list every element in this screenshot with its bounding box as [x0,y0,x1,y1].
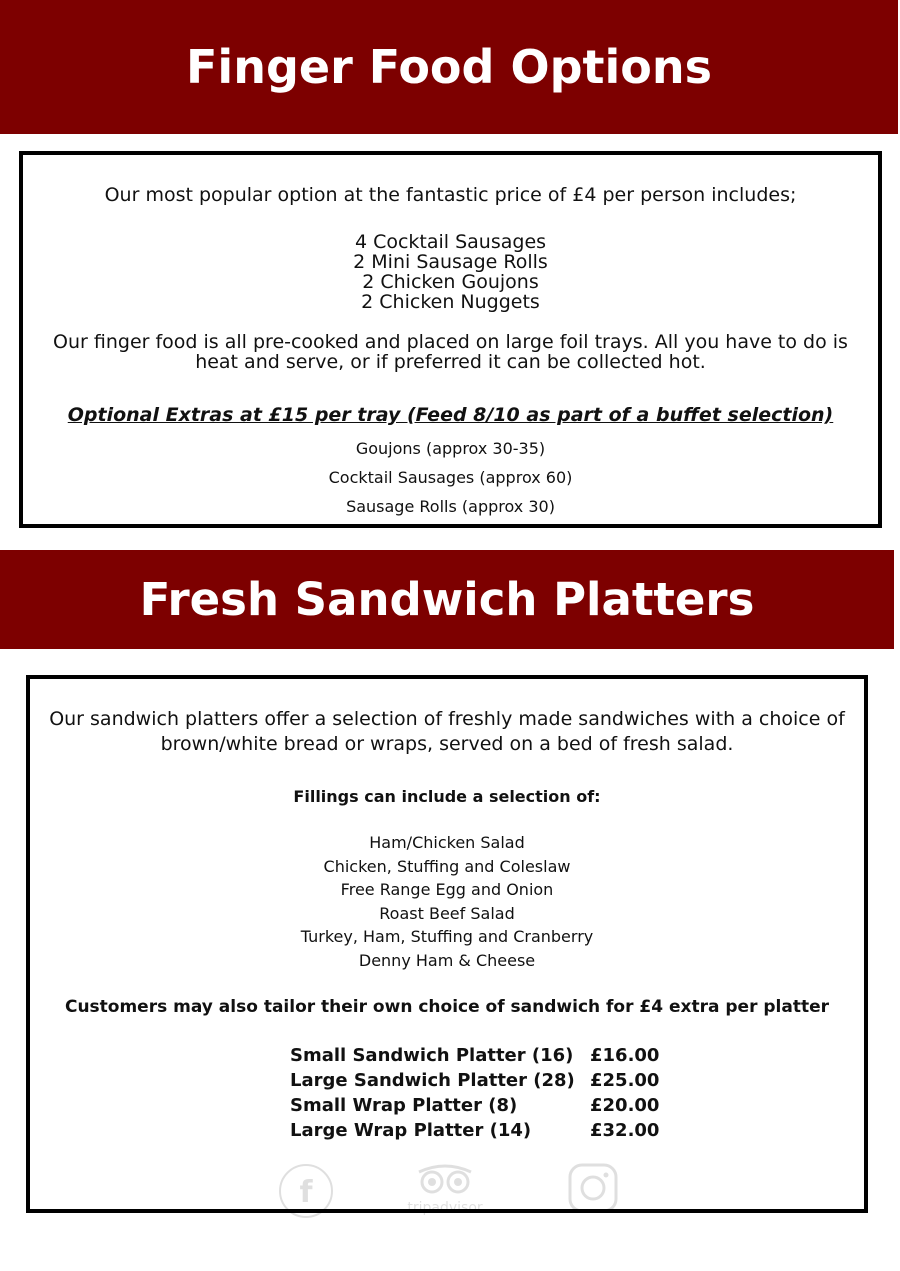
platter-price: £16.00 [590,1045,660,1066]
platter-price: £32.00 [590,1120,660,1141]
extra-item: Goujons (approx 30-35) [355,439,546,458]
platter-price: £20.00 [590,1095,660,1116]
platter-name: Large Sandwich Platter (28) [290,1070,575,1091]
tripadvisor-text: tripadvisor [407,1200,483,1216]
sandwich-title: Fresh Sandwich Platters [139,573,755,626]
table-row [290,1068,659,1093]
extras-heading: Optional Extras at £15 per tray (Feed 8/10 as part of a buffet selection) [67,404,834,426]
filling-item: Chicken, Stuffing and Coleslaw [323,857,571,876]
tailor-note: Customers may also tailor their own choice of sandwich for £4 extra per platter [64,997,830,1017]
platter-name: Small Wrap Platter (8) [290,1095,518,1116]
filling-item: Roast Beef Salad [379,904,515,923]
include-item: 4 Cocktail Sausages [354,231,547,253]
table-row [290,1118,659,1143]
facebook-letter: f [299,1175,313,1210]
sandwich-intro-1: Our sandwich platters offer a selection of freshly made sandwiches with a choice of [49,708,845,730]
sandwich-intro-2: brown/white bread or wraps, served on a bed of fresh salad. [160,733,734,755]
table-row [290,1093,659,1118]
extra-item: Sausage Rolls (approx 30) [346,497,555,516]
filling-item: Ham/Chicken Salad [369,833,525,852]
table-row [290,1043,659,1068]
finger-food-title: Finger Food Options [186,40,712,94]
platter-price-table [290,1043,659,1143]
extra-item: Cocktail Sausages (approx 60) [328,468,573,487]
facebook-icon [277,1162,335,1220]
platter-name: Large Wrap Platter (14) [290,1120,532,1141]
finger-food-intro: Our most popular option at the fantastic price of £4 per person includes; [104,184,797,206]
finger-food-description-2: heat and serve, or if preferred it can be collected hot. [195,351,706,373]
instagram-icon [567,1162,619,1214]
include-item: 2 Mini Sausage Rolls [353,251,548,273]
finger-food-box [19,151,882,528]
tripadvisor-icon [395,1162,495,1220]
filling-item: Denny Ham & Cheese [358,951,536,970]
sandwich-banner [0,550,894,649]
finger-food-banner [0,0,898,134]
include-item: 2 Chicken Goujons [362,271,539,293]
platter-price: £25.00 [590,1070,660,1091]
finger-food-description-1: Our finger food is all pre-cooked and placed on large foil trays. All you have to do is [53,331,848,353]
include-item: 2 Chicken Nuggets [361,291,540,313]
filling-item: Turkey, Ham, Stuffing and Cranberry [300,927,594,946]
filling-item: Free Range Egg and Onion [340,880,554,899]
platter-name: Small Sandwich Platter (16) [290,1045,574,1066]
fillings-heading: Fillings can include a selection of: [293,787,601,806]
